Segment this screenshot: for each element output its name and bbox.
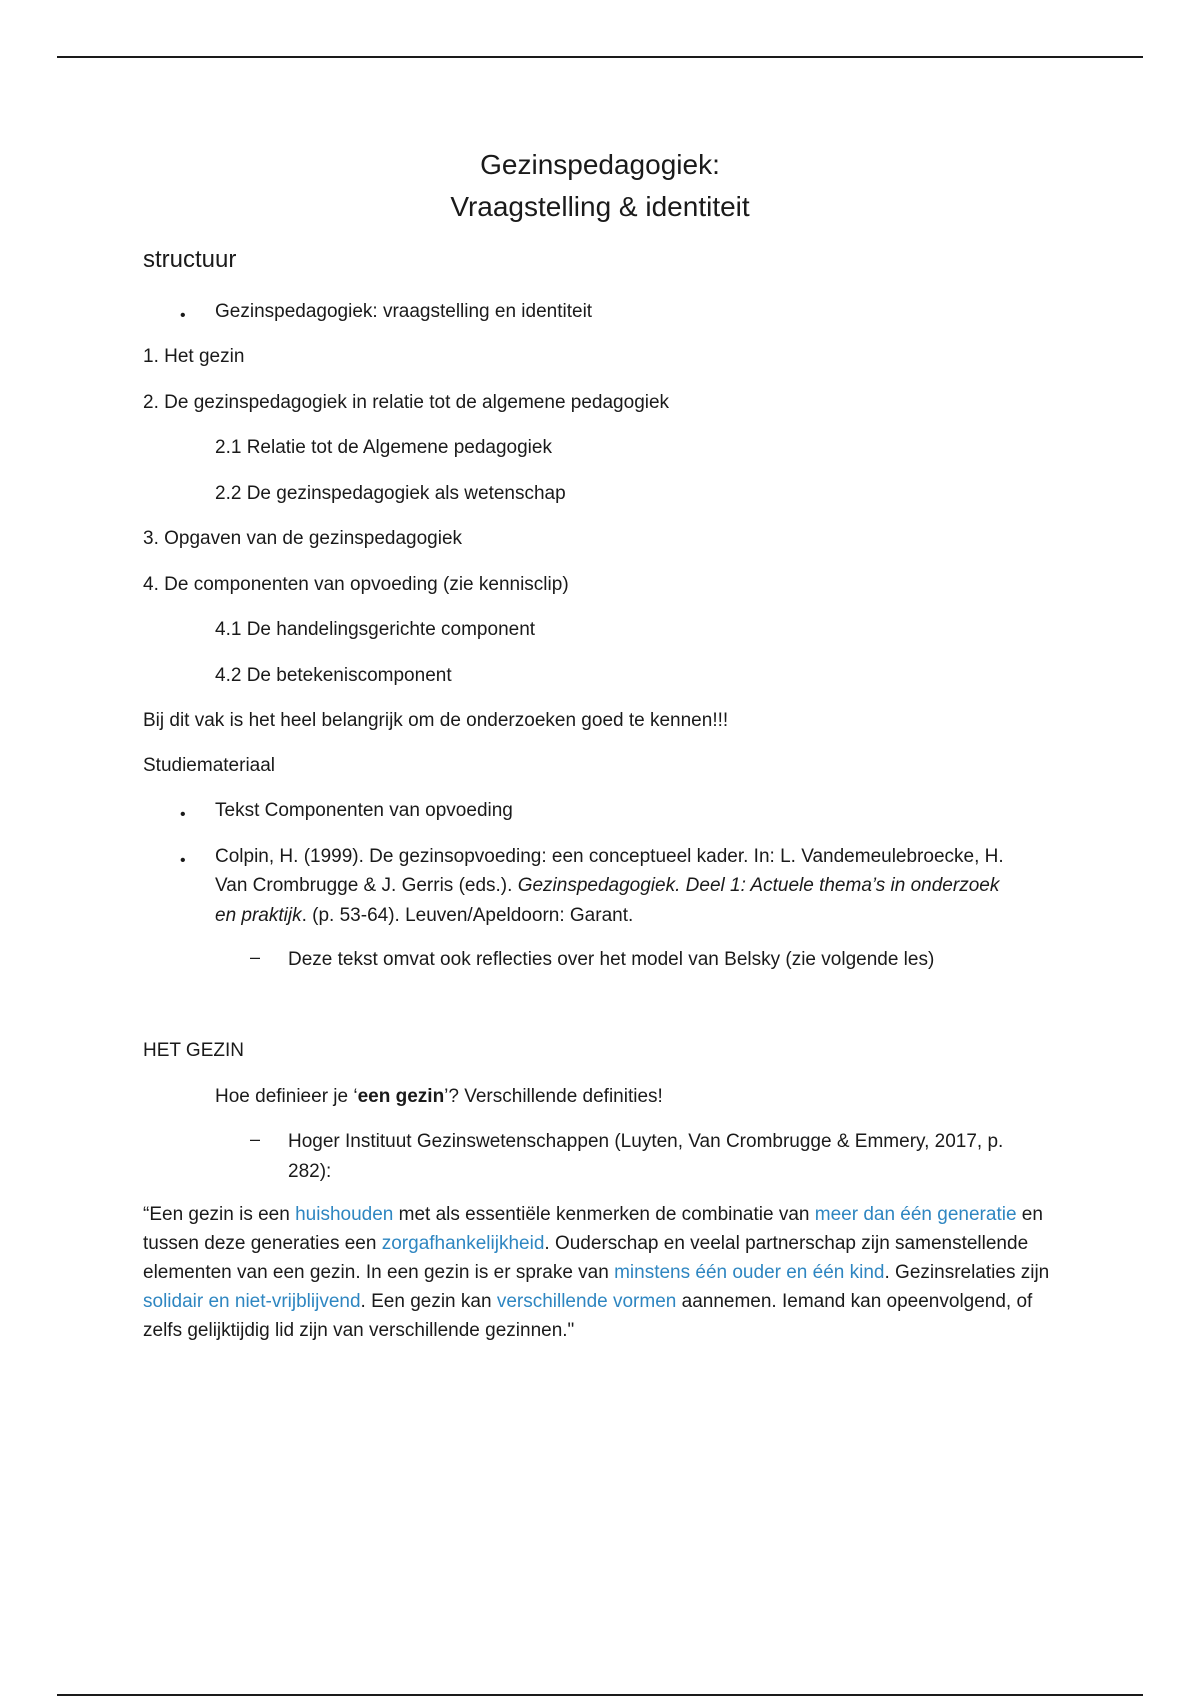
structure-item-2: 2. De gezinspedagogiek in relatie tot de algemene pedagogiek — [143, 392, 670, 413]
bullet-icon: • — [180, 307, 186, 324]
definition-quote: “Een gezin is een huishouden met als essentiële kenmerken de combinatie van meer dan één generatie en tussen deze generaties een zorgafhankelijkheid. Ouderschap en veelal partnerschap zijn samenstellende elementen van een gezin. In een gezin is er sprake van minstens één ouder en één kind. Gezinsrelaties zijn solidair en niet-vrijblijvend. Een gezin kan verschillende vormen aannemen. Iemand kan opeenvolgend, of zelfs gelijktijdig lid zijn van verschillende gezinnen." — [143, 1204, 1050, 1341]
structure-item-4-2: 4.2 De betekeniscomponent — [215, 665, 452, 686]
reference-line-2: Van Crombrugge & J. Gerris (eds.). Gezinspedagogiek. Deel 1: Actuele thema’s in onderzoek — [215, 875, 1000, 896]
structure-item-4-1: 4.1 De handelingsgerichte component — [215, 619, 536, 640]
study-material-heading: Studiemateriaal — [143, 755, 276, 776]
structure-bullet: Gezinspedagogiek: vraagstelling en identiteit — [215, 301, 593, 322]
definition-source-line-2: 282): — [288, 1161, 332, 1182]
bullet-icon: • — [180, 852, 186, 869]
study-note: Bij dit vak is het heel belangrijk om de onderzoeken goed te kennen!!! — [143, 710, 729, 731]
reference-sub-item: Deze tekst omvat ook reflecties over het model van Belsky (zie volgende les) — [288, 949, 935, 970]
bullet-icon: • — [180, 806, 186, 823]
page-title-line1: Gezinspedagogiek: — [480, 149, 720, 180]
top-rule — [57, 56, 1143, 58]
reference-line-1: Colpin, H. (1999). De gezinsopvoeding: een conceptueel kader. In: L. Vandemeulebroecke, H. — [215, 846, 1004, 867]
structure-item-2-2: 2.2 De gezinspedagogiek als wetenschap — [215, 483, 566, 504]
structure-heading: structuur — [143, 246, 237, 273]
page-title-line2: Vraagstelling & identiteit — [450, 191, 750, 222]
bottom-rule — [57, 1694, 1143, 1696]
reference-line-3: en praktijk. (p. 53-64). Leuven/Apeldoorn: Garant. — [215, 905, 634, 926]
structure-item-2-1: 2.1 Relatie tot de Algemene pedagogiek — [215, 437, 552, 458]
structure-item-4: 4. De componenten van opvoeding (zie kennisclip) — [143, 574, 569, 595]
het-gezin-heading: HET GEZIN — [143, 1040, 244, 1061]
structure-item-1: 1. Het gezin — [143, 346, 245, 367]
definition-question: Hoe definieer je ‘een gezin’? Verschillende definities! — [215, 1086, 663, 1107]
definition-source-line-1: Hoger Instituut Gezinswetenschappen (Luyten, Van Crombrugge & Emmery, 2017, p. — [288, 1131, 1004, 1152]
study-item-text: Tekst Componenten van opvoeding — [215, 800, 513, 821]
dash-icon: – — [250, 1129, 261, 1149]
structure-item-3: 3. Opgaven van de gezinspedagogiek — [143, 528, 463, 549]
dash-icon: – — [250, 947, 261, 967]
